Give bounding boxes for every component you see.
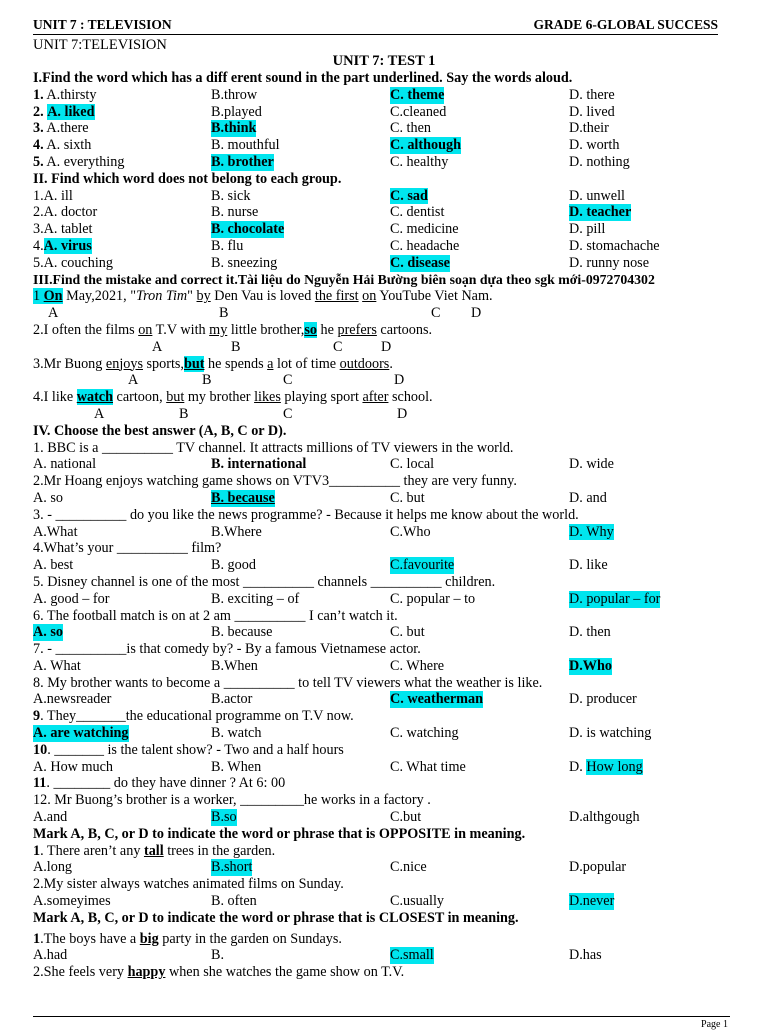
page-number: Page 1 bbox=[701, 1019, 728, 1030]
mistake-b[interactable]: by bbox=[196, 288, 211, 305]
section6-heading: Mark A, B, C, or D to indicate the word or phrase that is CLOSEST in meaning. bbox=[33, 909, 519, 926]
s4-q11-stem: 11. ________ do they have dinner ? At 6: 00 bbox=[33, 775, 286, 792]
s2-q4: 4.A. virus B. flu C. headache D. stomachache bbox=[33, 237, 660, 254]
s2-q2 bbox=[33, 204, 738, 221]
option-b[interactable]: B. nurse bbox=[211, 204, 259, 221]
option-d-answer[interactable]: D.Who bbox=[569, 657, 612, 674]
option-a[interactable]: A. so bbox=[33, 489, 63, 506]
option-a-answer[interactable]: A. so bbox=[33, 624, 63, 641]
s3-sentence2: 2.I often the films on T.V with my little brother,so he prefers cartoons. bbox=[33, 321, 433, 338]
s4-q5-options bbox=[33, 591, 738, 608]
section1-heading: I.Find the word which has a diff erent sound in the part underlined. Say the words aloud. bbox=[33, 70, 573, 86]
s4-q8-stem: 8. My brother wants to become a __________ to tell TV viewers what the weather is like. bbox=[33, 674, 543, 691]
option-a[interactable]: A. How much bbox=[33, 758, 113, 775]
s6-q1-options bbox=[33, 947, 738, 964]
option-c-answer[interactable]: C. although bbox=[390, 137, 461, 154]
option-a[interactable]: 2.A. doctor bbox=[33, 204, 98, 221]
option-c-answer[interactable]: C. sad bbox=[390, 187, 428, 204]
section4-heading: IV. Choose the best answer (A, B, C or D). bbox=[33, 422, 287, 439]
s2-q3 bbox=[33, 221, 738, 238]
option-b-answer[interactable]: B. chocolate bbox=[211, 221, 285, 238]
mistake-b[interactable]: but bbox=[166, 389, 185, 406]
s6-q2-stem: 2.She feels very happy when she watches the game show on T.V. bbox=[33, 964, 405, 981]
section2-heading: II. Find which word does not belong to each group. bbox=[33, 170, 342, 187]
s4-q10-stem: 10. _______ is the talent show? - Two and a half hours bbox=[33, 741, 344, 758]
key-word: big bbox=[139, 930, 159, 947]
option-d-answer[interactable]: D. Why bbox=[569, 523, 614, 540]
option-b[interactable]: B. often bbox=[211, 893, 257, 910]
mistake-a[interactable]: on bbox=[138, 321, 153, 338]
option-a[interactable]: A.someyimes bbox=[33, 893, 111, 910]
option-c-answer[interactable]: C. weatherman bbox=[390, 691, 483, 708]
mistake-a[interactable]: enjoys bbox=[105, 355, 143, 372]
option-d[interactable]: D. runny nose bbox=[569, 254, 649, 271]
option-d[interactable]: D. stomachache bbox=[569, 237, 660, 254]
s4-q7-options bbox=[33, 658, 738, 675]
s1-q1: 1. A.thirsty B.throw C. theme D. there bbox=[33, 86, 615, 103]
option-a[interactable]: A. everything bbox=[46, 153, 125, 170]
s6-q1-stem: 1.The boys have a big party in the garden on Sundays. bbox=[33, 930, 342, 947]
s4-q8-options bbox=[33, 691, 738, 708]
option-d[interactable]: D. lived bbox=[569, 103, 615, 120]
option-a[interactable]: A. best bbox=[33, 557, 74, 574]
option-c[interactable]: C.Who bbox=[390, 523, 431, 540]
s4-q12-stem: 12. Mr Buong’s brother is a worker, _________he works in a factory . bbox=[33, 792, 431, 809]
s4-q1-stem: 1. BBC is a __________ TV channel. It attracts millions of TV viewers in the world. bbox=[33, 439, 514, 456]
s1-q5: 5. A. everything B. brother C. healthy D. nothing bbox=[33, 153, 630, 170]
option-b[interactable]: B.throw bbox=[211, 86, 258, 103]
option-d-answer[interactable]: D.never bbox=[569, 893, 615, 910]
option-d[interactable]: D. wide bbox=[569, 456, 614, 473]
option-d[interactable]: D.popular bbox=[569, 859, 627, 876]
footer-rule bbox=[33, 1016, 730, 1017]
s3-letters1: A B C D bbox=[48, 305, 482, 322]
option-c[interactable]: C. then bbox=[390, 120, 431, 137]
test-title: UNIT 7: TEST 1 bbox=[332, 53, 436, 69]
option-a-answer[interactable]: A. virus bbox=[43, 237, 92, 254]
option-d[interactable]: D. pill bbox=[569, 221, 606, 238]
mistake-d[interactable]: after bbox=[362, 389, 389, 406]
option-a[interactable]: 1.A. ill bbox=[33, 187, 73, 204]
option-d[interactable]: D. nothing bbox=[569, 153, 630, 170]
option-d[interactable]: D. producer bbox=[569, 691, 637, 708]
option-b[interactable]: B.played bbox=[211, 103, 262, 120]
s3-letters4: A B C D bbox=[94, 405, 408, 422]
s4-q3-options bbox=[33, 524, 738, 541]
s5-q2-options bbox=[33, 893, 738, 910]
option-c[interactable]: C. dentist bbox=[390, 204, 445, 221]
option-b[interactable]: B. flu bbox=[211, 237, 244, 254]
mistake-b[interactable]: my bbox=[209, 321, 228, 338]
option-c[interactable]: C.cleaned bbox=[390, 103, 447, 120]
s4-q1-options bbox=[33, 456, 738, 473]
option-c[interactable]: C. local bbox=[390, 456, 435, 473]
mistake-d[interactable]: prefers bbox=[337, 321, 377, 338]
option-d[interactable]: D.their bbox=[569, 120, 609, 137]
key-word: tall bbox=[143, 842, 164, 859]
s4-q9-options bbox=[33, 725, 738, 742]
option-b-answer[interactable]: B.short bbox=[211, 859, 253, 876]
option-b[interactable]: B.actor bbox=[211, 691, 253, 708]
option-b-answer[interactable]: B.so bbox=[211, 809, 237, 826]
s1-q3: 3. A.there B.think C. then D.their bbox=[33, 120, 609, 137]
option-a[interactable]: A.newsreader bbox=[33, 691, 112, 708]
option-a[interactable]: 5.A. couching bbox=[33, 254, 113, 271]
subheader: UNIT 7:TELEVISION bbox=[33, 37, 167, 53]
option-c[interactable]: C. popular – to bbox=[390, 590, 476, 607]
option-c[interactable]: C. Where bbox=[390, 657, 445, 674]
mistake-a-answer[interactable]: watch bbox=[76, 389, 113, 406]
option-d[interactable]: D. like bbox=[569, 557, 608, 574]
s4-q4-options bbox=[33, 557, 738, 574]
s1-q2: 2. A. liked B.played C.cleaned D. lived bbox=[33, 103, 615, 120]
s2-q5 bbox=[33, 255, 738, 272]
option-a[interactable]: A. sixth bbox=[46, 137, 92, 154]
option-b[interactable]: B. mouthful bbox=[211, 137, 280, 154]
option-d[interactable]: D. then bbox=[569, 624, 611, 641]
option-d[interactable]: D. and bbox=[569, 489, 607, 506]
s4-q2-options bbox=[33, 490, 738, 507]
mistake-c[interactable]: a bbox=[267, 355, 274, 372]
s4-q7-stem: 7. - __________is that comedy by? - By a famous Vietnamese actor. bbox=[33, 641, 421, 658]
option-a[interactable]: A.What bbox=[33, 523, 78, 540]
s4-q10-options: A. How much B. When C. What time D. How long bbox=[33, 758, 643, 775]
s4-q6-options bbox=[33, 624, 738, 641]
mistake-b-answer[interactable]: but bbox=[183, 355, 205, 372]
option-c[interactable]: C. What time bbox=[390, 758, 466, 775]
option-c[interactable]: C. but bbox=[390, 624, 425, 641]
section5-heading: Mark A, B, C, or D to indicate the word or phrase that is OPPOSITE in meaning. bbox=[33, 825, 526, 842]
s4-q5-stem: 5. Disney channel is one of the most __________ channels __________ children. bbox=[33, 573, 496, 590]
option-b[interactable]: B. watch bbox=[211, 725, 262, 742]
s5-q2-stem: 2.My sister always watches animated films on Sunday. bbox=[33, 876, 344, 893]
option-b[interactable]: B. because bbox=[211, 624, 273, 641]
option-d-answer[interactable]: D. popular – for bbox=[569, 590, 661, 607]
option-c[interactable]: C. but bbox=[390, 489, 425, 506]
option-c[interactable]: C. headache bbox=[390, 237, 460, 254]
option-d[interactable]: D. is watching bbox=[569, 725, 652, 742]
option-a[interactable]: A. What bbox=[33, 657, 81, 674]
option-b[interactable]: B.Where bbox=[211, 523, 262, 540]
option-b-answer[interactable]: B.think bbox=[211, 120, 257, 137]
s3-sentence4: 4.I like watch cartoon, but my brother likes playing sport after school. bbox=[33, 389, 433, 406]
worksheet-body bbox=[33, 70, 738, 981]
option-c-answer[interactable]: C. theme bbox=[390, 86, 445, 103]
option-b-answer[interactable]: B. because bbox=[211, 489, 275, 506]
page-header bbox=[33, 17, 718, 35]
header-grade: GRADE 6-GLOBAL SUCCESS bbox=[533, 17, 718, 32]
option-c-answer[interactable]: C. disease bbox=[390, 254, 450, 271]
option-c-answer[interactable]: C.small bbox=[390, 947, 434, 964]
option-d-answer[interactable]: How long bbox=[586, 758, 643, 775]
s2-q1 bbox=[33, 188, 738, 205]
option-b[interactable]: B. bbox=[211, 947, 225, 964]
option-b[interactable]: B. sick bbox=[211, 187, 251, 204]
option-c-answer[interactable]: C.favourite bbox=[390, 557, 455, 574]
option-b-answer[interactable]: B. brother bbox=[211, 153, 274, 170]
option-a-answer[interactable]: A. are watching bbox=[33, 725, 129, 742]
mistake-c[interactable]: likes bbox=[254, 389, 281, 406]
s5-q1-stem: 1. There aren’t any tall trees in the garden. bbox=[33, 842, 276, 859]
option-d[interactable]: D. there bbox=[569, 86, 615, 103]
s4-q4-stem: 4.What’s your __________ film? bbox=[33, 540, 222, 557]
option-a[interactable]: A. good – for bbox=[33, 590, 110, 607]
s3-letters2: A B C D bbox=[152, 338, 392, 355]
s3-letters3: A B C D bbox=[128, 372, 405, 389]
s4-q9-stem: 9. They_______the educational programme on T.V now. bbox=[33, 708, 354, 725]
option-c[interactable]: C. watching bbox=[390, 725, 459, 742]
option-a[interactable]: A.long bbox=[33, 859, 73, 876]
s4-q3-stem: 3. - __________ do you like the news programme? - Because it helps me know about the world. bbox=[33, 506, 579, 523]
option-a-answer[interactable]: A. liked bbox=[47, 103, 95, 120]
option-b[interactable]: B. international bbox=[211, 456, 307, 473]
option-c[interactable]: C. medicine bbox=[390, 221, 459, 238]
option-c[interactable]: C.nice bbox=[390, 859, 427, 876]
s4-q2-stem: 2.Mr Hoang enjoys watching game shows on VTV3__________ they are very funny. bbox=[33, 473, 517, 490]
option-a[interactable]: 3.A. tablet bbox=[33, 221, 93, 238]
s4-q6-stem: 6. The football match is on at 2 am __________ I can’t watch it. bbox=[33, 607, 398, 624]
s4-q12-options bbox=[33, 809, 738, 826]
option-b[interactable]: B. When bbox=[211, 758, 262, 775]
s3-sentence1: 1 On May,2021, "Tron Tim" by Den Vau is loved the first on YouTube Viet Nam. bbox=[33, 288, 493, 305]
mistake-d[interactable]: outdoors bbox=[339, 355, 390, 372]
header-unit: UNIT 7 : TELEVISION bbox=[33, 17, 172, 32]
mistake-c-answer[interactable]: so bbox=[304, 321, 317, 338]
option-b[interactable]: B. exciting – of bbox=[211, 590, 300, 607]
s5-q1-options bbox=[33, 859, 738, 876]
option-d[interactable]: D. worth bbox=[569, 137, 620, 154]
option-b[interactable]: B. good bbox=[211, 557, 256, 574]
mistake-d[interactable]: on bbox=[362, 288, 377, 305]
mistake-a[interactable]: On bbox=[43, 288, 63, 305]
mistake-c[interactable]: the first bbox=[314, 288, 359, 305]
option-b[interactable]: B.When bbox=[211, 657, 258, 674]
option-a[interactable]: A.there bbox=[46, 120, 89, 137]
option-c[interactable]: C.but bbox=[390, 809, 422, 826]
s3-sentence3: 3.Mr Buong enjoys sports,but he spends a lot of time outdoors. bbox=[33, 355, 393, 372]
option-a[interactable]: A.and bbox=[33, 809, 68, 826]
key-word: happy bbox=[127, 964, 166, 981]
option-c[interactable]: C. healthy bbox=[390, 153, 449, 170]
option-d[interactable]: D. unwell bbox=[569, 187, 625, 204]
option-c[interactable]: C.usually bbox=[390, 893, 444, 910]
option-a[interactable]: A.thirsty bbox=[46, 86, 97, 103]
option-b[interactable]: B. sneezing bbox=[211, 254, 278, 271]
s1-q4: 4. A. sixth B. mouthful C. although D. worth bbox=[33, 137, 620, 154]
section3-heading: III.Find the mistake and correct it.Tài liệu do Nguyễn Hải Bường biên soạn dựa theo sgk mới-0972704302 bbox=[33, 271, 655, 287]
option-a[interactable]: A.had bbox=[33, 947, 68, 964]
option-d[interactable]: D.althgough bbox=[569, 809, 640, 826]
option-a[interactable]: A. national bbox=[33, 456, 97, 473]
option-d-answer[interactable]: D. teacher bbox=[569, 204, 632, 221]
option-d[interactable]: D.has bbox=[569, 947, 602, 964]
